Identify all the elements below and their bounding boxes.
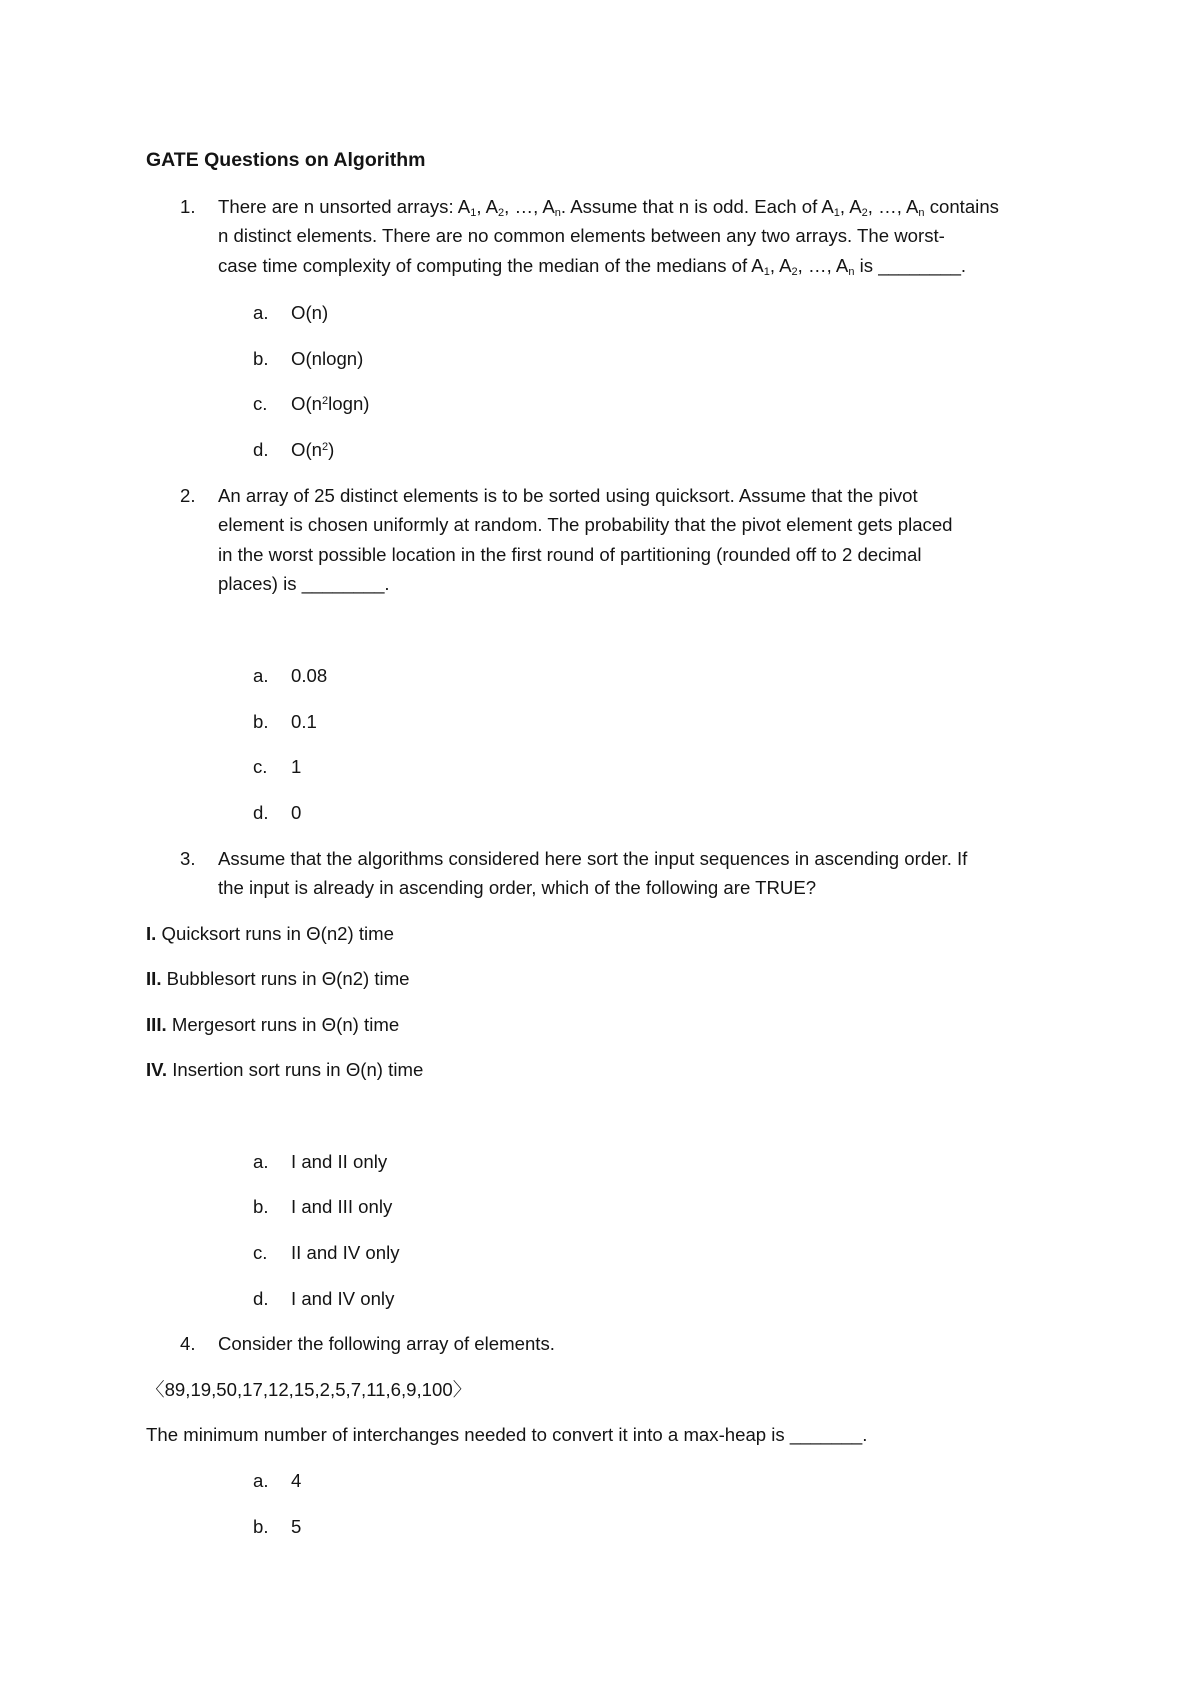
q2-number: 2. — [180, 485, 196, 506]
q1-option-text: $O(n^2)$ — [291, 439, 335, 460]
q2-line-1: An array of 25 distinct elements is to be sorted using quicksort. Assume that the pivot — [218, 485, 918, 506]
q1-line-3: case time complexity of computing the median of the medians of $A_1$, $A_2$, …, $A_n$ is ________. — [218, 255, 967, 278]
q2-option-letter: a. — [253, 665, 269, 686]
q3-statement: III. Mergesort runs in Θ(n) time — [146, 1014, 400, 1035]
q3-option-text: I and II only — [291, 1151, 388, 1172]
q1-option-letter: c. — [253, 393, 268, 414]
q1-line-1: There are n unsorted arrays: $A_1$, $A_2$, …, $A_n$. Assume that n is odd. Each of $A_1$, $A_2$, …, $A_n$ contains — [218, 196, 999, 219]
q2-option-letter: d. — [253, 802, 269, 823]
q4-number: 4. — [180, 1333, 196, 1354]
q3-statement: I. Quicksort runs in Θ(n2) time — [146, 923, 394, 944]
q3-option-letter: c. — [253, 1242, 268, 1263]
q3-option-text: I and IV only — [291, 1288, 395, 1309]
q2-line-4: places) is ________. — [218, 573, 390, 594]
q3-statement: II. Bubblesort runs in Θ(n2) time — [146, 968, 410, 989]
q1-option-letter: d. — [253, 439, 269, 460]
q4-question: The minimum number of interchanges needed to convert it into a max-heap is _______. — [146, 1424, 868, 1445]
q3-line-2: the input is already in ascending order, which of the following are TRUE? — [218, 877, 817, 898]
q4-option-text: 4 — [291, 1470, 302, 1491]
q3-statement: IV. Insertion sort runs in Θ(n) time — [146, 1059, 424, 1080]
q2-option-text: 0.08 — [291, 665, 328, 686]
q3-option-letter: a. — [253, 1151, 269, 1172]
q4-option-letter: b. — [253, 1516, 269, 1537]
q2-option-text: 0.1 — [291, 711, 317, 732]
q3-line-1: Assume that the algorithms considered here sort the input sequences in ascending order. If — [218, 848, 968, 869]
q3-option-letter: d. — [253, 1288, 269, 1309]
q3-option-text: II and IV only — [291, 1242, 400, 1263]
q2-option-letter: b. — [253, 711, 269, 732]
q3-number: 3. — [180, 848, 196, 869]
q1-option-letter: a. — [253, 302, 269, 323]
q1-number: 1. — [180, 196, 196, 217]
q4-array: 〈89,19,50,17,12,15,2,5,7,11,6,9,100〉 — [146, 1379, 472, 1400]
q2-option-text: 1 — [291, 756, 302, 777]
q2-line-3: in the worst possible location in the first round of partitioning (rounded off to 2 decimal — [218, 544, 922, 565]
q4-line: Consider the following array of elements. — [218, 1333, 555, 1354]
q1-option-text: O(nlogn) — [291, 348, 364, 369]
q3-option-letter: b. — [253, 1196, 269, 1217]
q4-option-text: 5 — [291, 1516, 302, 1537]
q1-line-2: n distinct elements. There are no common elements between any two arrays. The worst- — [218, 225, 945, 246]
q1-option-text: O(n) — [291, 302, 329, 323]
q1-option-text: $O(n^2\log n)$ — [291, 393, 370, 414]
q2-option-letter: c. — [253, 756, 268, 777]
page-title: GATE Questions on Algorithm — [146, 149, 426, 171]
q4-option-letter: a. — [253, 1470, 269, 1491]
q2-option-text: 0 — [291, 802, 302, 823]
q1-option-letter: b. — [253, 348, 269, 369]
q2-line-2: element is chosen uniformly at random. The probability that the pivot element gets placed — [218, 514, 953, 535]
q3-option-text: I and III only — [291, 1196, 393, 1217]
